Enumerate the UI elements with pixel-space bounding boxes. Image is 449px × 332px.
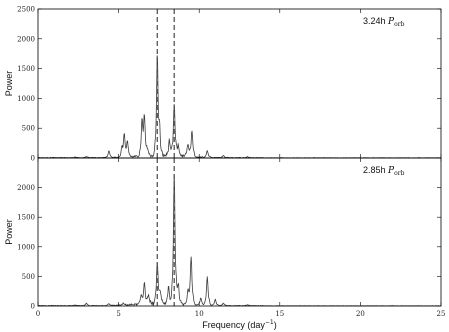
panel-1	[4, 6, 441, 163]
spectrum-line	[38, 174, 441, 306]
panel-label	[363, 16, 405, 28]
y-axis-label: Power	[4, 70, 14, 97]
x-tick-label: 25	[436, 310, 446, 318]
panel-label-value: 3.24h	[363, 16, 389, 26]
y-tick-label: 2000	[17, 184, 35, 193]
panel-2	[4, 158, 441, 311]
y-axis-label: Power	[4, 219, 14, 245]
y-tick-label: 0	[30, 302, 35, 311]
panel-frame	[38, 158, 441, 306]
y-tick-label: 1500	[17, 65, 35, 74]
y-tick-label: 0	[30, 154, 35, 163]
y-tick-label: 500	[21, 272, 35, 281]
panel-label-subscript: orb	[394, 170, 405, 177]
x-tick-label: 10	[194, 310, 204, 318]
x-axis-label: Frequency (day$^{-1}$)	[202, 319, 277, 330]
x-tick-label: 20	[355, 310, 365, 318]
y-tick-label: 2500	[17, 5, 35, 14]
y-tick-label: 1000	[17, 243, 35, 252]
panel-label-value: 2.85h	[363, 165, 389, 175]
y-tick-label: 1500	[17, 213, 35, 222]
panel-label-symbol: P	[388, 166, 395, 176]
panel-label-symbol: P	[388, 17, 395, 27]
x-tick-label: 5	[116, 310, 121, 318]
x-tick-label: 15	[275, 310, 285, 318]
panel-label	[363, 165, 405, 177]
panel-frame	[38, 9, 441, 158]
panel-label-subscript: orb	[394, 21, 405, 28]
y-tick-label: 500	[21, 124, 35, 133]
y-tick-label: 2000	[17, 35, 35, 44]
x-tick-label: 0	[35, 310, 41, 318]
y-tick-label: 1000	[17, 94, 35, 103]
spectrum-line	[38, 56, 441, 158]
